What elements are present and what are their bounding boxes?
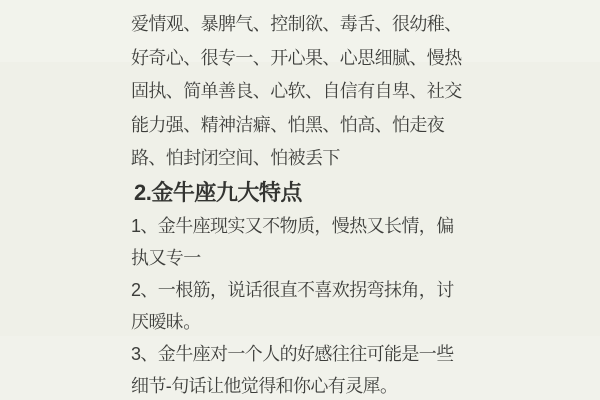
point-3-line-1: 3、金牛座对一个人的好感往往可能是一些 (131, 343, 454, 364)
traits-line-3: 固执、简单善良、心软、自信有自卑、社交 (131, 81, 462, 101)
point-2-line-1: 2、一根筋，说话很直不喜欢拐弯抹角，讨 (131, 279, 454, 300)
point-1-line-1: 1、金牛座现实又不物质，慢热又长情，偏 (131, 215, 454, 236)
traits-line-2: 好奇心、很专一、开心果、心思细腻、慢热 (131, 47, 462, 68)
article-content (131, 0, 476, 400)
traits-paragraph (131, 0, 476, 176)
point-2-line-2: 厌暧昧。 (131, 311, 201, 332)
traits-line-4: 能力强、精神洁癖、怕黑、怕高、怕走夜 (131, 114, 445, 135)
section-heading: 2.金牛座九大特点 (134, 179, 302, 205)
traits-line-5: 路、怕封闭空间、怕被丢下 (131, 148, 340, 168)
numbered-points (131, 210, 476, 400)
point-3-line-2: 细节-句话让他觉得和你心有灵犀。 (131, 375, 398, 396)
traits-line-1: 爱情观、暴脾气、控制欲、毒舌、很幼稚、 (131, 14, 462, 34)
point-1-line-2: 执又专一 (131, 247, 201, 268)
